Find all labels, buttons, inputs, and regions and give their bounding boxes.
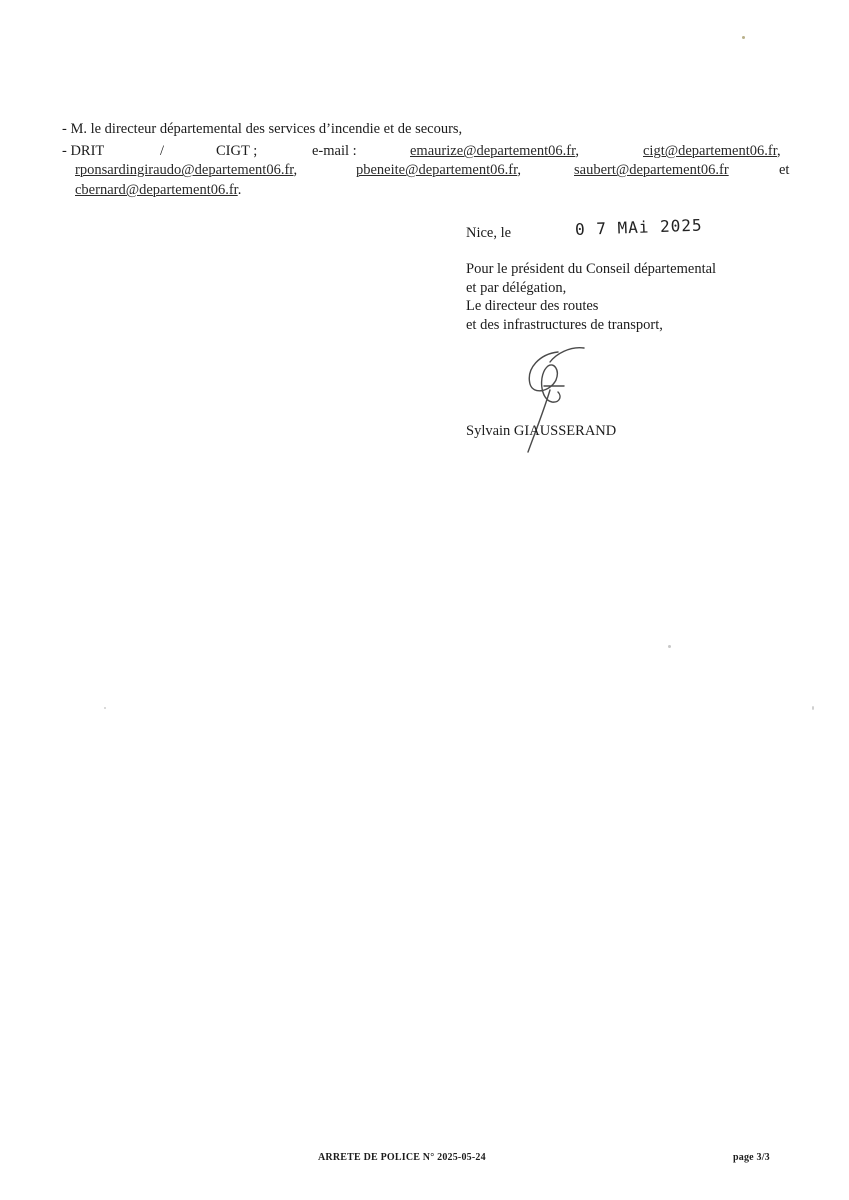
date-stamp: 0 7 MAi 2025 [574, 215, 703, 239]
email-line-2b [356, 162, 521, 179]
email-link-rponsardingiraudo[interactable]: rponsardingiraudo@departement06.fr [75, 162, 294, 178]
recipient-drit: - DRIT [62, 143, 105, 159]
place-label: Nice, le [466, 225, 512, 241]
signature-title-line-1: Pour le président du Conseil départemental [466, 261, 717, 277]
conjunction-et: et [779, 162, 790, 178]
email-separator: , [293, 162, 298, 178]
footer-reference: ARRETE DE POLICE N° 2025-05-24 [318, 1152, 486, 1163]
email-terminator: . [237, 182, 242, 198]
email-line-2c [574, 162, 729, 179]
recipient-cigt: CIGT ; [216, 143, 258, 159]
handwritten-signature [500, 340, 610, 460]
email-line-3 [75, 182, 241, 199]
signatory-name: Sylvain GIAUSSERAND [466, 423, 617, 439]
email-line-1b [643, 143, 781, 160]
page-number: page 3/3 [733, 1152, 770, 1163]
slash-separator: / [160, 143, 165, 159]
email-label: e-mail : [312, 143, 357, 159]
email-link-cbernard[interactable]: cbernard@departement06.fr [75, 182, 238, 198]
scan-speck [668, 645, 671, 648]
email-link-pbeneite[interactable]: pbeneite@departement06.fr [356, 162, 518, 178]
recipient-sdis: - M. le directeur départemental des services d’incendie et de secours, [62, 121, 463, 137]
email-separator: , [776, 143, 781, 159]
signature-title-line-4: et des infrastructures de transport, [466, 317, 663, 333]
email-link-emaurize[interactable]: emaurize@departement06.fr [410, 143, 576, 159]
scan-speck [742, 36, 745, 39]
email-line-2a [75, 162, 297, 179]
email-link-cigt[interactable]: cigt@departement06.fr [643, 143, 777, 159]
email-link-saubert[interactable]: saubert@departement06.fr [574, 162, 729, 178]
scan-speck [812, 706, 814, 710]
email-line-1 [410, 143, 579, 160]
signature-title-line-3: Le directeur des routes [466, 298, 599, 314]
email-separator: , [575, 143, 579, 159]
email-separator: , [517, 162, 521, 178]
signature-title-line-2: et par délégation, [466, 280, 567, 296]
scan-speck [104, 707, 106, 709]
